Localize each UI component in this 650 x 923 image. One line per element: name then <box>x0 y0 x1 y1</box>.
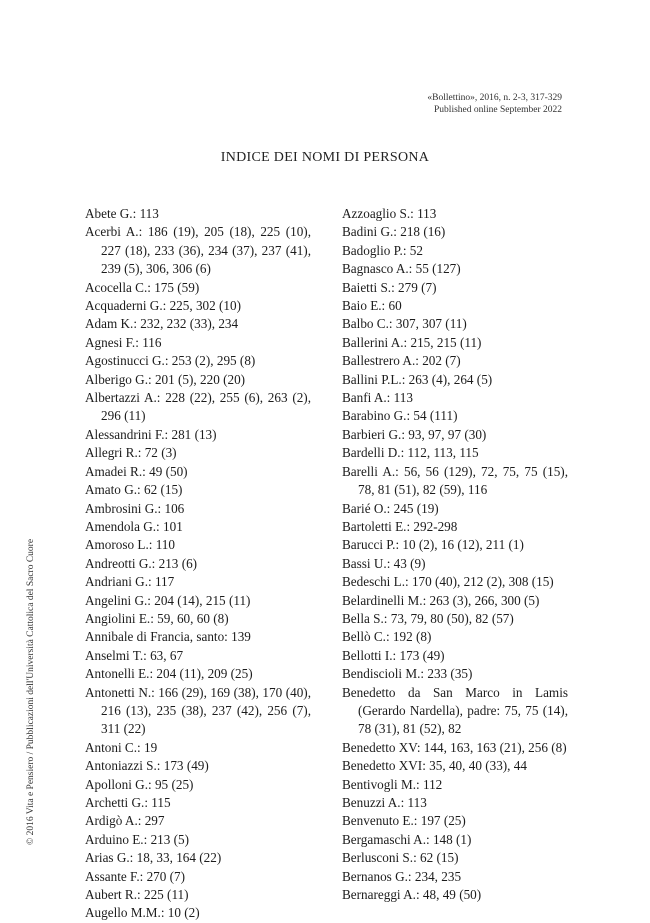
index-entry: Alberigo G.: 201 (5), 220 (20) <box>85 371 246 387</box>
index-column-right <box>342 205 568 904</box>
index-entry: Bella S.: 73, 79, 80 (50), 82 (57) <box>342 610 514 626</box>
index-entry: Bartoletti E.: 292-298 <box>342 518 458 534</box>
index-entry: Assante F.: 270 (7) <box>85 868 186 884</box>
index-entry: Badini G.: 218 (16) <box>342 224 446 240</box>
index-entry: Albertazzi A.: 228 (22), 255 (6), 263 (2), 296 (11) <box>85 390 311 424</box>
index-entry: Augello M.M.: 10 (2) <box>85 905 200 921</box>
index-entry: Ardigò A.: 297 <box>85 813 165 829</box>
index-entry: Antoniazzi S.: 173 (49) <box>85 758 209 774</box>
page-title: INDICE DEI NOMI DI PERSONA <box>220 150 430 165</box>
publication-date: Published online September 2022 <box>434 105 562 115</box>
index-entry: Bernanos G.: 234, 235 <box>342 868 462 884</box>
index-entry: Acquaderni G.: 225, 302 (10) <box>85 298 242 314</box>
index-entry: Annibale di Francia, santo: 139 <box>85 629 251 645</box>
index-entry: Allegri R.: 72 (3) <box>85 445 177 461</box>
index-entry: Andriani G.: 117 <box>85 574 175 590</box>
index-entry: Bellotti I.: 173 (49) <box>342 647 445 663</box>
index-entry: Arduino E.: 213 (5) <box>85 831 190 847</box>
index-entry: Adam K.: 232, 232 (33), 234 <box>85 316 239 332</box>
journal-citation: «Bollettino», 2016, n. 2-3, 317-329 <box>427 93 562 103</box>
index-entry: Antonelli E.: 204 (11), 209 (25) <box>85 666 253 682</box>
index-entry: Amato G.: 62 (15) <box>85 482 183 498</box>
index-entry: Agnesi F.: 116 <box>85 334 162 350</box>
index-entry: Arias G.: 18, 33, 164 (22) <box>85 850 222 866</box>
index-entry: Barucci P.: 10 (2), 16 (12), 211 (1) <box>342 537 524 553</box>
index-column-left <box>85 205 311 923</box>
index-entry: Antoni C.: 19 <box>85 739 158 755</box>
index-entry: Agostinucci G.: 253 (2), 295 (8) <box>85 353 256 369</box>
index-entry: Bellò C.: 192 (8) <box>342 629 432 645</box>
index-entry: Benuzzi A.: 113 <box>342 795 427 810</box>
index-entry: Barbieri G.: 93, 97, 97 (30) <box>342 426 487 442</box>
index-entry: Benedetto da San Marco in Lamis (Gerardo Nardella), padre: 75, 75 (14), 78 (31), 81 (52), 82 <box>342 684 568 737</box>
index-entry: Barabino G.: 54 (111) <box>342 408 458 424</box>
index-entry: Ballerini A.: 215, 215 (11) <box>342 334 482 350</box>
index-entry: Bentivogli M.: 112 <box>342 776 443 792</box>
index-entry: Barelli A.: 56, 56 (129), 72, 75, 75 (15), 78, 81 (51), 82 (59), 116 <box>342 463 568 498</box>
index-entry: Benvenuto E.: 197 (25) <box>342 813 466 829</box>
index-entry: Aubert R.: 225 (11) <box>85 887 189 903</box>
index-entry: Acocella C.: 175 (59) <box>85 279 200 295</box>
index-entry: Angelini G.: 204 (14), 215 (11) <box>85 592 251 608</box>
index-entry: Bardelli D.: 112, 113, 115 <box>342 445 479 461</box>
index-entry: Anselmi T.: 63, 67 <box>85 647 184 663</box>
index-entry: Benedetto XVI: 35, 40, 40 (33), 44 <box>342 758 527 774</box>
index-entry: Badoglio P.: 52 <box>342 242 423 258</box>
index-entry: Bernareggi A.: 48, 49 (50) <box>342 887 482 903</box>
index-entry: Barié O.: 245 (19) <box>342 500 439 516</box>
index-entry: Antonetti N.: 166 (29), 169 (38), 170 (40), 216 (13), 235 (38), 237 (42), 256 (7), 311 (22) <box>85 684 311 737</box>
index-entry: Bagnasco A.: 55 (127) <box>342 261 461 277</box>
index-entry: Baio E.: 60 <box>342 298 402 314</box>
index-entry: Balbo C.: 307, 307 (11) <box>342 316 467 332</box>
index-entry: Azzoaglio S.: 113 <box>342 206 437 221</box>
index-entry: Acerbi A.: 186 (19), 205 (18), 225 (10), 227 (18), 233 (36), 234 (37), 237 (41), 239 (5), 306, 306 (6) <box>85 224 311 277</box>
index-entry: Archetti G.: 115 <box>85 795 171 810</box>
index-entry: Andreotti G.: 213 (6) <box>85 555 198 571</box>
index-entry: Bergamaschi A.: 148 (1) <box>342 831 472 847</box>
index-entry: Alessandrini F.: 281 (13) <box>85 426 217 442</box>
journal-header <box>427 92 562 116</box>
index-entry: Abete G.: 113 <box>85 206 159 221</box>
index-entry: Amadei R.: 49 (50) <box>85 463 188 479</box>
index-entry: Belardinelli M.: 263 (3), 266, 300 (5) <box>342 592 540 608</box>
index-entry: Baietti S.: 279 (7) <box>342 279 437 295</box>
index-entry: Angiolini E.: 59, 60, 60 (8) <box>85 610 229 626</box>
index-entry: Benedetto XV: 144, 163, 163 (21), 256 (8) <box>342 739 567 755</box>
index-entry: Apolloni G.: 95 (25) <box>85 776 194 792</box>
index-entry: Bendiscioli M.: 233 (35) <box>342 666 473 682</box>
index-entry: Ambrosini G.: 106 <box>85 500 185 516</box>
index-entry: Bassi U.: 43 (9) <box>342 555 426 571</box>
index-entry: Amendola G.: 101 <box>85 518 183 534</box>
copyright-note: © 2016 Vita e Pensiero / Pubblicazioni dell'Università Cattolica del Sacro Cuore <box>26 538 36 845</box>
index-entry: Bedeschi L.: 170 (40), 212 (2), 308 (15) <box>342 574 554 590</box>
index-entry: Ballestrero A.: 202 (7) <box>342 353 461 369</box>
index-entry: Banfi A.: 113 <box>342 390 413 406</box>
index-entry: Amoroso L.: 110 <box>85 537 175 553</box>
index-entry: Berlusconi S.: 62 (15) <box>342 850 459 866</box>
index-entry: Ballini P.L.: 263 (4), 264 (5) <box>342 371 493 387</box>
